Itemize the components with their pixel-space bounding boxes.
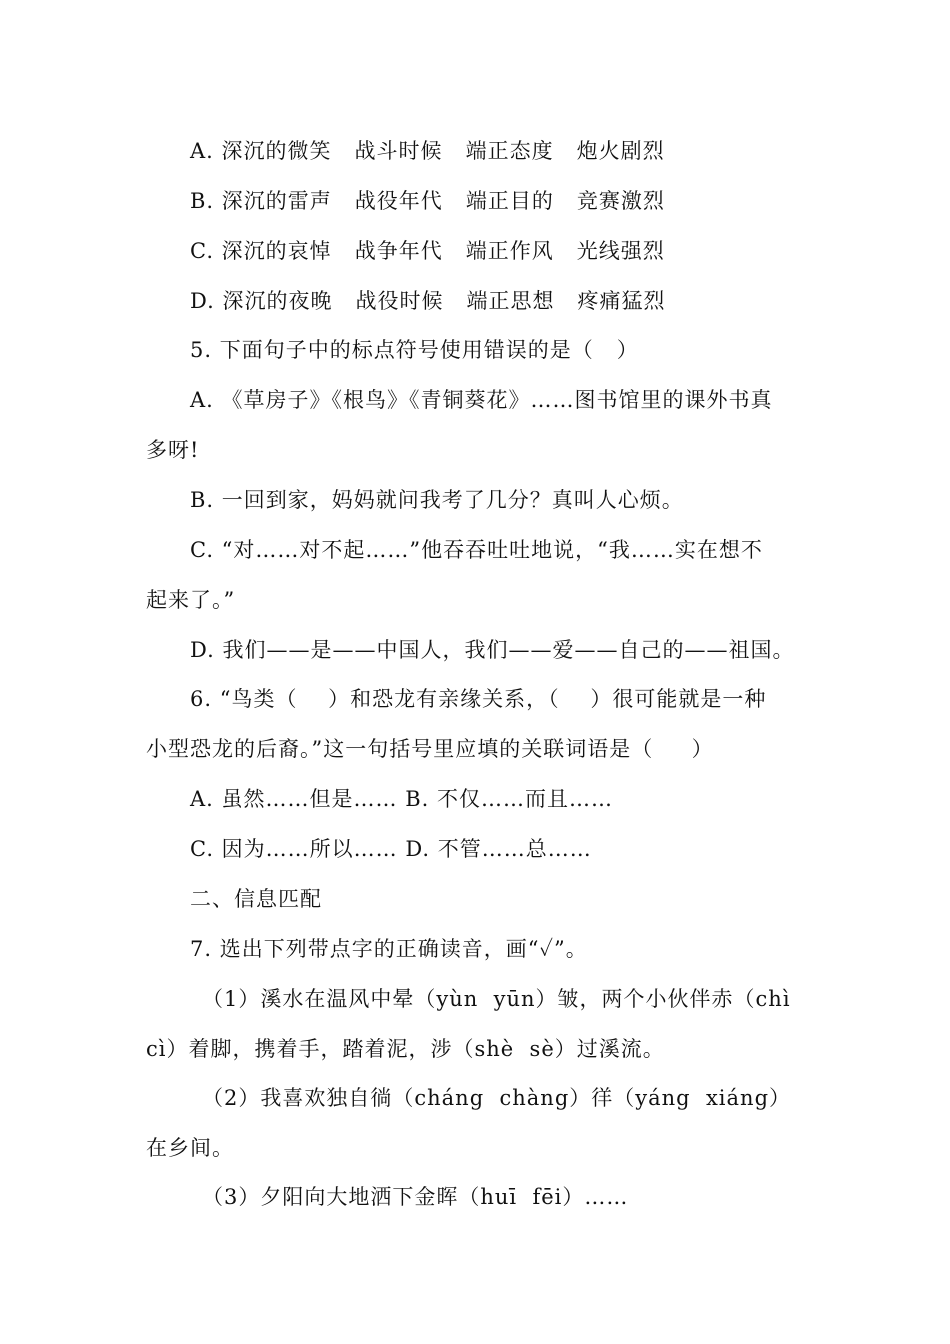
question-7-item-3: （3）夕阳向大地洒下金晖（huī fēi）…… bbox=[202, 1185, 629, 1209]
option-5a: A. 《草房子》《根鸟》《青铜葵花》……图书馆里的课外书真 bbox=[190, 388, 773, 412]
section-heading: 二、信息匹配 bbox=[190, 887, 322, 911]
option-5b: B. 一回到家，妈妈就问我考了几分？真叫人心烦。 bbox=[190, 488, 684, 512]
question-7-item-1: （1）溪水在温风中晕（yùn yūn）皱，两个小伙伴赤（chì bbox=[202, 987, 791, 1011]
question-7-item-2: （2）我喜欢独自徜（cháng chàng）徉（yáng xiáng） bbox=[202, 1086, 792, 1110]
option-5c-continued: 起来了。” bbox=[146, 588, 236, 612]
option-5a-continued: 多呀! bbox=[146, 438, 200, 462]
question-7-item-2-continued: 在乡间。 bbox=[146, 1136, 234, 1160]
question-5: 5. 下面句子中的标点符号使用错误的是（ ） bbox=[190, 338, 639, 362]
option-6ab: A. 虽然……但是…… B. 不仅……而且…… bbox=[190, 787, 613, 811]
option-5c: C. “对……对不起……”他吞吞吐吐地说，“我……实在想不 bbox=[190, 538, 763, 562]
question-7: 7. 选出下列带点字的正确读音，画“✓”。 bbox=[190, 937, 588, 961]
option-6cd: C. 因为……所以…… D. 不管……总…… bbox=[190, 837, 592, 861]
question-6: 6. “鸟类（ ）和恐龙有亲缘关系，（ ）很可能就是一种 bbox=[190, 687, 767, 711]
question-6-continued: 小型恐龙的后裔。”这一句括号里应填的关联词语是（ ） bbox=[146, 737, 714, 761]
question-7-item-1-continued: cì）着脚，携着手，踏着泥，涉（shè sè）过溪流。 bbox=[146, 1037, 665, 1061]
option-4c: C. 深沉的哀悼 战争年代 端正作风 光线强烈 bbox=[190, 239, 665, 263]
option-5d: D. 我们——是——中国人，我们——爱——自己的——祖国。 bbox=[190, 638, 795, 662]
option-4a: A. 深沉的微笑 战斗时候 端正态度 炮火剧烈 bbox=[190, 139, 665, 163]
option-4b: B. 深沉的雷声 战役年代 端正目的 竞赛激烈 bbox=[190, 189, 665, 213]
option-4d: D. 深沉的夜晚 战役时候 端正思想 疼痛猛烈 bbox=[190, 289, 666, 313]
